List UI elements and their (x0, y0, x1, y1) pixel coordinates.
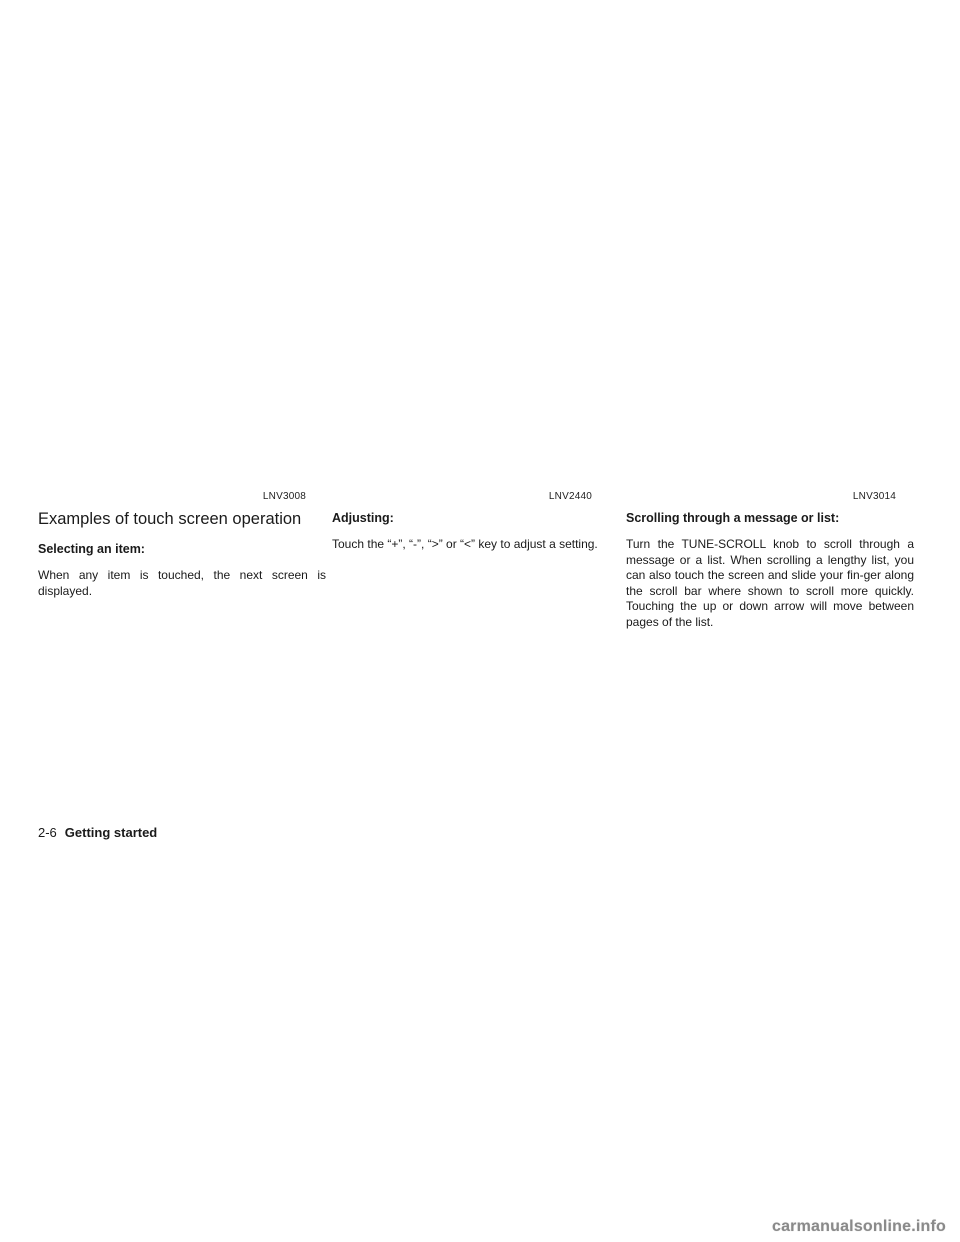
paragraph-scrolling: Turn the TUNE-SCROLL knob to scroll through a message or a list. When scrolling a lengthy list, you can also touch the screen and slide your fin-ger along the scroll bar where shown to scroll more quickly. Touching the up or down arrow will move between pages of the list. (626, 537, 914, 629)
page-number: 2-6 (38, 825, 57, 840)
watermark: carmanualsonline.info (771, 1218, 946, 1235)
page-footer (38, 825, 157, 840)
column-selecting (38, 508, 326, 599)
paragraph-selecting: When any item is touched, the next screen is displayed. (38, 568, 326, 598)
subheading-selecting: Selecting an item: (38, 542, 145, 556)
column-adjusting (332, 510, 620, 553)
subheading-adjusting: Adjusting: (332, 511, 394, 525)
paragraph-adjusting: Touch the “+”, “-”, “>” or “<” key to adjust a setting. (332, 537, 598, 551)
chapter-title: Getting started (64, 825, 158, 840)
figure-code-3: LNV3014 (852, 491, 896, 502)
section-title: Examples of touch screen operation (38, 510, 302, 528)
figure-code-2: LNV2440 (548, 491, 592, 502)
subheading-scrolling: Scrolling through a message or list: (626, 511, 840, 525)
figure-code-1: LNV3008 (262, 491, 306, 502)
column-scrolling (626, 510, 914, 630)
